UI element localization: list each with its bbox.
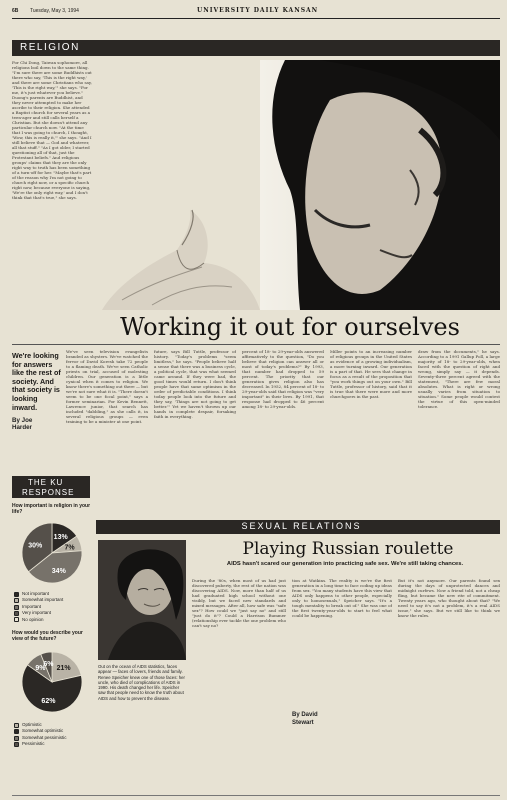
sexual-relations-banner-label: SEXUAL RELATIONS: [241, 521, 362, 531]
religion-banner: [12, 40, 500, 56]
legend-swatch: [14, 611, 19, 616]
pie-2-legend: [14, 722, 94, 748]
religion-body-col-4: Miller points to an increasing number of religious groups in the United States as evidence of a growing individualism, a more turning inward. Our generation is a part of that. He sees that change in focus as a result of the proposition that "you work things out on your own." Bill Tuttle, professor of history, said that it is true that there were more and more churchgoers in the past.: [330, 349, 412, 399]
sexual-body-col-3: But it's not anymore. Our parents found sex during the days of unprotected dances and midnight curfews. Now a friend told, not a cheap fling, but became the new rite of commitment. Twenty years ago, who thought about that? "We need to say it's not a problem, it's a real AIDS issue," she says. But we still like to think we know the rules.: [398, 578, 500, 618]
pie-data-label: 62%: [41, 697, 56, 705]
legend-label: Somewhat pessimistic: [22, 734, 67, 740]
pie-chart-future-view: [14, 647, 92, 717]
speicher-portrait: [98, 540, 186, 660]
issue-date: Tuesday, May 3, 1994: [30, 8, 79, 14]
legend-swatch: [14, 598, 19, 603]
religion-headline: Working it out for ourselves: [120, 313, 460, 341]
question-1: How important is religion in your life?: [12, 503, 91, 515]
religion-byline-name: Harder: [12, 424, 32, 431]
pie-data-label: 34%: [51, 567, 66, 575]
legend-swatch: [14, 617, 19, 622]
legend-swatch: [14, 742, 19, 747]
religion-intro-text: For Chi Dong, Taiwan sophomore, all religions boil down to the same thing. "I'm sure there are some Buddhists out there who say, 'This is the right way,' and there are some Christians who say, 'This is the right way,'" she says. "For me, it's just whatever you believe." Duong's parents are Buddhist, and they never attempted to make her ascribe to their religion. She attended a Baptist church for several years as a teen-ager and still calls herself a Christian. But she doesn't attend any particular church now. "At the time that I was going to church, I thought, 'Wow, this is really it,'" she says. "And I still believe that — God and whatever, all that stuff." "As I got older, I started questioning all of that, just the Protestant beliefs." And religious groups' claims that they are the only right way to truth has been something of a turn-off for her. "Maybe that's part of the reason why I'm not going to church right now, or a specific church right now, because everyone is saying, 'We're the only right way,' and I don't think that that's true," she says.: [12, 60, 92, 200]
sexual-body-col-1: During the '80s, when most of us had just discovered puberty, the rest of the nation was discovering AIDS. Now, more than half of us had graduated high school without one visibly, but we faced new standards and mixed messages. After all, how safe was "safe sex"? How could we "just say no" and still "just do it"? Could a Harrison Bummer (relationship ever tackle the one problem who can't say no?: [192, 578, 286, 628]
header-rule: [12, 18, 500, 19]
question-2: How would you describe your view of the future?: [12, 630, 83, 642]
pie-1-legend: [14, 591, 94, 623]
religion-banner-label: RELIGION: [20, 42, 80, 53]
religion-body-col-2: future, says Bill Tuttle, professor of history. "Today's problems "seem limitless," he says. "People believe half a sense that there was a business cycle, a political cycle, that was what seemed came around. If they were bad, the good times would return. I don't think people have that same optimism in the order of predictable conditions. I think today people look into the future and they say, 'Things are not going to get better.'" Yet we haven't thrown up our hands in complete despair, forsaking faith in everything.: [154, 349, 236, 419]
renee-speicher-photo: [98, 540, 186, 660]
legend-swatch: [14, 723, 19, 728]
ku-response-banner-line1: THE KU: [28, 478, 64, 487]
legend-swatch: [14, 736, 19, 741]
legend-label: Pessimistic: [22, 741, 45, 747]
paper-name: UNIVERSITY DAILY KANSAN: [197, 7, 319, 14]
sexual-relations-headline: Playing Russian roulette: [242, 539, 454, 559]
page-number: 6B: [12, 8, 19, 14]
hands-illustration: [92, 205, 262, 310]
pie-data-label: 7%: [64, 544, 75, 552]
photo-caption: Out on the ocean of AIDS statistics, faces appear — faces of lovers, friends and family. Renee Speicher knew one of those faces: her uncle, who died of complications of AIDS in 1990. His death changed her life. Speicher saw that people need to know the truth about AIDS and how to prevent the disease.: [98, 664, 185, 701]
portrait-illustration: [260, 60, 500, 310]
woman-portrait-photo: [260, 60, 500, 310]
religion-body-col-3: percent of 18- to 29-year-olds answered affirmatively to the question, "Do you believe that religion can answer all or most of today's problems?" By 1993, that number had dropped to 59 percent. The priority that our generation gives religion also has decreased. In 1952, 84 percent of 18- to 29-year-olds said that religion was "very important" in their lives. By 1991, that response had dropped to 46 percent among 18- to 29-year-olds.: [242, 349, 324, 409]
praying-hands-illustration: [92, 205, 262, 310]
sexual-byline-prefix: By David: [292, 712, 318, 718]
legend-label: Somewhat important: [22, 597, 64, 603]
pie-data-label: 30%: [28, 542, 43, 550]
legend-label: Not important: [22, 591, 50, 596]
pie-data-label: 6%: [43, 661, 54, 669]
legend-swatch: [14, 729, 19, 734]
legend-label: Important: [22, 603, 42, 609]
pie-data-label: 9%: [35, 664, 46, 672]
legend-label: Somewhat optimistic: [22, 728, 64, 734]
legend-entry: [14, 617, 94, 623]
legend-label: Very important: [22, 610, 52, 616]
pie-data-label: 13%: [53, 534, 68, 542]
legend-entry: [14, 741, 94, 747]
sexual-byline-name: Stewart: [292, 720, 314, 726]
headline-underrule: [12, 344, 500, 345]
pie-data-label: 21%: [56, 664, 71, 672]
page-bottom-rule: [12, 795, 500, 796]
ku-response-banner-line2: RESPONSE: [22, 488, 75, 497]
page-header: [12, 7, 500, 17]
legend-label: No opinion: [22, 616, 44, 622]
legend-label: Optimistic: [22, 722, 42, 727]
religion-body-col-5: draw from the documents," he says. According to a 1991 Gallup Poll, a large majority of 18- to 29-year-olds, when faced with the question of right and wrong, simply say — it depends. Seventy-three percent agreed with the statement, "There are few moral absolutes. What is right or wrong usually varies from situation to situation." Some people would contest the virtue of this open-minded tolerance.: [418, 349, 500, 409]
legend-swatch: [14, 592, 19, 597]
sexual-body-col-2: tion at Watkins. The reality is we're the first generation in a long time to face coding up ideas from sex. "You many students have this view that AIDS only happens to other people, especially only to homosexuals," Speicher says. "It's a tough mentality to break out of." She was one of the first twenty-year-olds to start to feel what could be happening.: [292, 578, 392, 618]
religion-deck: We're looking for answers like the rest of society. And that society is looking inward.: [12, 351, 61, 412]
sexual-relations-subhead: AIDS hasn't scared our generation into practicing safe sex. We're still taking chances.: [226, 561, 464, 567]
religion-body-col-1: We've seen television evangelists branded as shysters. We've watched the fervor of David Koresh take 72 people to a flaming death. We've seen Catholic priests on trial, accused of molesting children. Our generation is a little cynical when it comes to religion. We know there's something out there — but we're not sure what it is. "There doesn't seem to be one focal point," says a former seminarian. For Kevin Bennett, Lawrence junior, that search has included "dabbling," as she calls it, in several religious groups — even training to be a minister at one point.: [66, 349, 148, 424]
legend-swatch: [14, 605, 19, 610]
religion-byline-prefix: By Joe: [12, 417, 33, 424]
